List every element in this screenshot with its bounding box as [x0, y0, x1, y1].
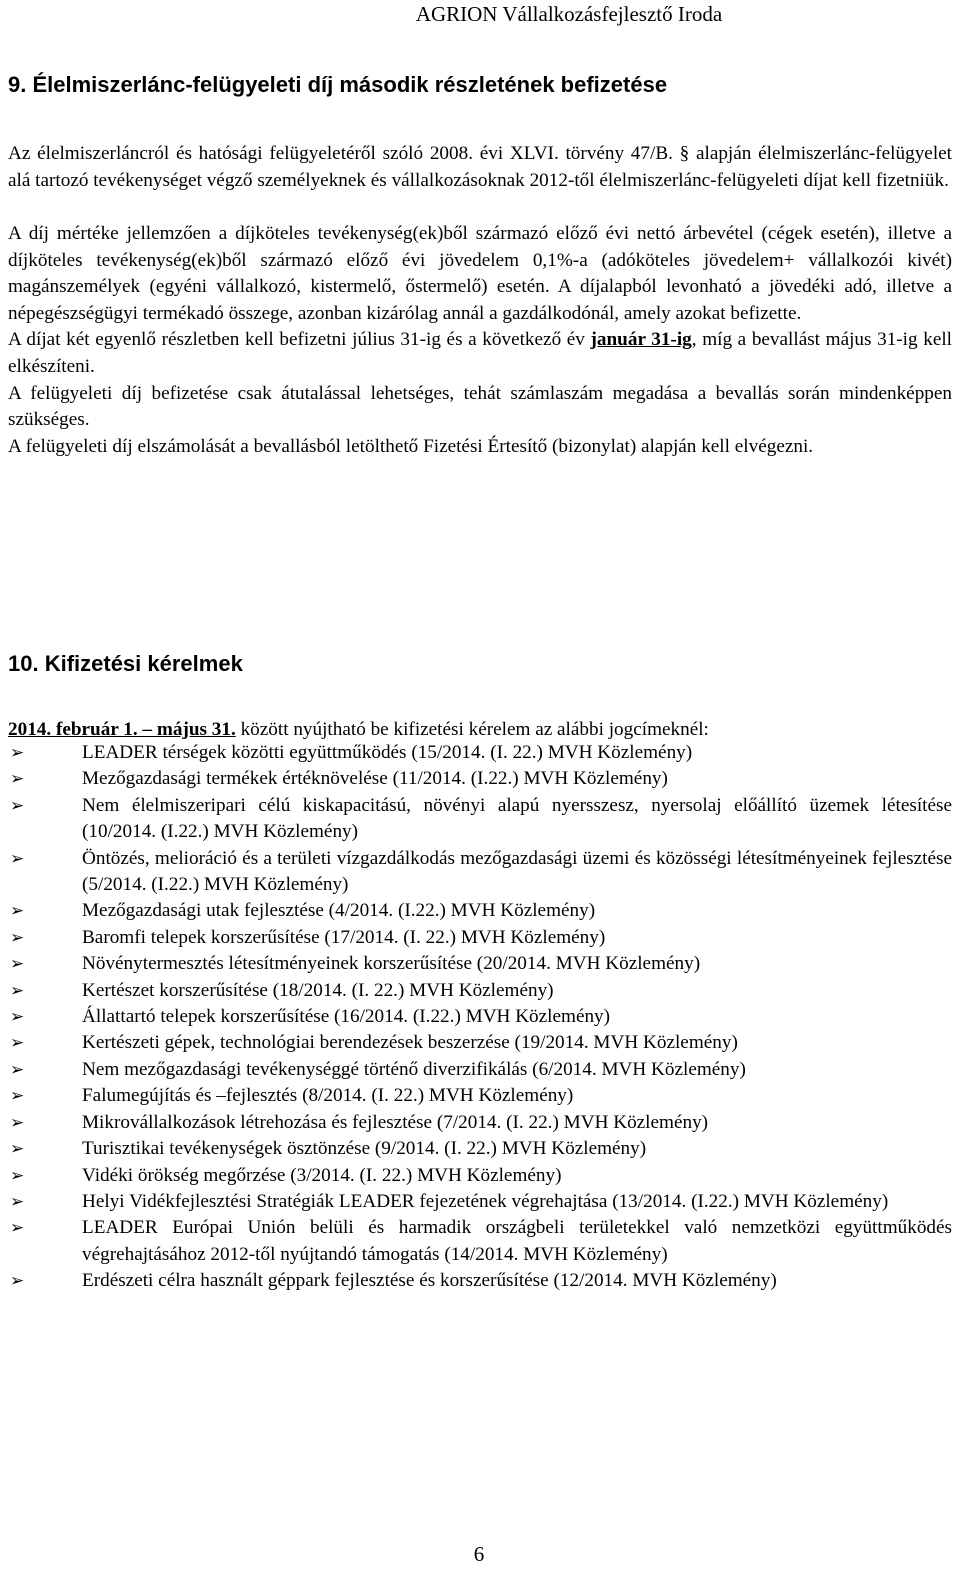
list-item-text: Falumegújítás és –fejlesztés (8/2014. (I. 22.) MVH Közlemény): [82, 1085, 574, 1107]
list-item: [8, 766, 952, 792]
list-item: [8, 1163, 952, 1189]
arrow-bullet-icon: ➢: [10, 954, 25, 975]
list-item: [8, 740, 952, 766]
list-item-text: Növénytermesztés létesítményeinek korszerűsítése (20/2014. MVH Közlemény): [82, 953, 701, 975]
list-item: [8, 925, 952, 951]
list-item: [8, 1057, 952, 1083]
fee-basis-paragraph: A díj mértéke jellemzően a díjköteles tevékenység(ek)ből származó előző évi nettó árbevétel (cégek esetén), illetve a díjköteles tevékenység(ek)ből származó előző évi jövedelem 0,1%-a (adóköteles jövedelem+ vállalkozói kivét) magánszemélyek (egyéni vállalkozó, kistermelő, őstermelő) esetén. A díjalapból levonható a jövedéki adó, illetve a népegészségügyi termékadó összege, azonban kizárólag annál a gazdálkodónál, amely azokat befizette.: [8, 223, 952, 324]
list-item-text: Kertészeti gépek, technológiai berendezések beszerzése (19/2014. MVH Közlemény): [82, 1032, 738, 1054]
submission-period: 2014. február 1. – május 31. között nyújtható be kifizetési kérelem az alábbi jogcímeknél:: [8, 719, 709, 740]
section-9-intro: Az élelmiszerláncról és hatósági felügyeletéről szóló 2008. évi XLVI. törvény 47/B. § alapján élelmiszerlánc-felügyelet alá tartozó tevékenységet végző személyeknek és vállalkozásoknak 2012-től élelmiszerlánc-felügyeleti díjat kell fizetniük.: [8, 143, 952, 191]
list-item: [8, 1189, 952, 1215]
arrow-bullet-icon: ➢: [10, 1033, 25, 1054]
list-item-text: Állattartó telepek korszerűsítése (16/2014. (I.22.) MVH Közlemény): [82, 1006, 611, 1028]
list-item-text: Mikrovállalkozások létrehozása és fejlesztése (7/2014. (I. 22.) MVH Közlemény): [82, 1111, 709, 1133]
list-item: [8, 1030, 952, 1056]
list-item-text: Nem élelmiszeripari célú kiskapacitású, növényi alapú nyersszesz, nyersolaj előállító üzemek létesítése (10/2014. (I.22.) MVH Közlemény): [82, 794, 952, 843]
transfer-paragraph: A felügyeleti díj befizetése csak átutalással lehetséges, tehát számlaszám megadása a bevallás során mindenképpen szükséges.: [8, 382, 952, 431]
measure-list: [8, 740, 952, 1295]
arrow-bullet-icon: ➢: [10, 1007, 25, 1028]
deadline-emphasis: január 31-ig: [590, 329, 692, 351]
date-range: 2014. február 1. – május 31.: [8, 719, 236, 740]
list-item-text: Mezőgazdasági termékek értéknövelése (11/2014. (I.22.) MVH Közlemény): [82, 768, 668, 790]
list-item: [8, 1083, 952, 1109]
list-item-text: Nem mezőgazdasági tevékenységgé történő diverzifikálás (6/2014. MVH Közlemény): [82, 1058, 746, 1080]
arrow-bullet-icon: ➢: [10, 1112, 25, 1133]
arrow-bullet-icon: ➢: [10, 901, 25, 922]
arrow-bullet-icon: ➢: [10, 980, 25, 1001]
list-item: [8, 978, 952, 1004]
list-item: [8, 846, 952, 899]
list-item: [8, 898, 952, 924]
list-item: [8, 1268, 952, 1294]
payment-deadline-paragraph: A díjat két egyenlő részletben kell befizetni július 31-ig és a következő év január 31-ig, míg a bevallást május 31-ig kell elkészíteni.: [8, 329, 953, 377]
settlement-paragraph: A felügyeleti díj elszámolását a bevallásból letölthető Fizetési Értesítő (bizonylat) alapján kell elvégezni.: [8, 435, 814, 457]
section-10-title: 10. Kifizetési kérelmek: [8, 651, 243, 676]
page-number: 6: [473, 1542, 485, 1566]
document-page: [4, 0, 954, 1566]
list-item: [8, 1004, 952, 1030]
running-header: AGRION Vállalkozásfejlesztő Iroda: [415, 2, 723, 26]
arrow-bullet-icon: ➢: [10, 927, 25, 948]
list-item-text: Öntözés, melioráció és a területi vízgazdálkodás mezőgazdasági üzemi és közösségi létesítményeinek fejlesztése (5/2014. (I.22.) MVH Közlemény): [82, 847, 952, 896]
list-item-text: LEADER Európai Unión belüli és harmadik országbeli területekkel való nemzetközi együttműködés végrehajtásához 2012-től nyújtandó támogatás (14/2014. MVH Közlemény): [82, 1217, 952, 1265]
section-9-body: [8, 221, 952, 460]
arrow-bullet-icon: ➢: [10, 769, 25, 790]
arrow-bullet-icon: ➢: [10, 1271, 25, 1292]
list-item-text: Turisztikai tevékenységek ösztönzése (9/2014. (I. 22.) MVH Közlemény): [82, 1138, 647, 1160]
arrow-bullet-icon: ➢: [10, 1218, 25, 1239]
list-item: [8, 793, 952, 846]
arrow-bullet-icon: ➢: [10, 1086, 25, 1107]
list-item-text: Helyi Vidékfejlesztési Stratégiák LEADER fejezetének végrehajtása (13/2014. (I.22.) MVH Közlemény): [82, 1190, 889, 1212]
arrow-bullet-icon: ➢: [10, 1191, 25, 1212]
arrow-bullet-icon: ➢: [10, 1059, 25, 1080]
list-item-text: Erdészeti célra használt géppark fejlesztése és korszerűsítése (12/2014. MVH Közlemény): [82, 1270, 777, 1292]
list-item: [8, 1215, 952, 1268]
arrow-bullet-icon: ➢: [10, 795, 25, 816]
list-item-text: LEADER térségek közötti együttműködés (15/2014. (I. 22.) MVH Közlemény): [82, 742, 693, 763]
arrow-bullet-icon: ➢: [10, 848, 25, 869]
arrow-bullet-icon: ➢: [10, 1165, 25, 1186]
section-9-title: 9. Élelmiszerlánc-felügyeleti díj második részletének befizetése: [8, 72, 668, 97]
list-item: [8, 951, 952, 977]
list-item-text: Mezőgazdasági utak fejlesztése (4/2014. (I.22.) MVH Közlemény): [82, 900, 596, 922]
arrow-bullet-icon: ➢: [10, 1139, 25, 1160]
list-item-text: Baromfi telepek korszerűsítése (17/2014. (I. 22.) MVH Közlemény): [82, 926, 606, 948]
list-item-text: Vidéki örökség megőrzése (3/2014. (I. 22.) MVH Közlemény): [82, 1164, 562, 1186]
arrow-bullet-icon: ➢: [10, 743, 25, 763]
list-item-text: Kertészet korszerűsítése (18/2014. (I. 22.) MVH Közlemény): [82, 979, 554, 1001]
list-item: [8, 1136, 952, 1162]
list-item: [8, 1110, 952, 1136]
